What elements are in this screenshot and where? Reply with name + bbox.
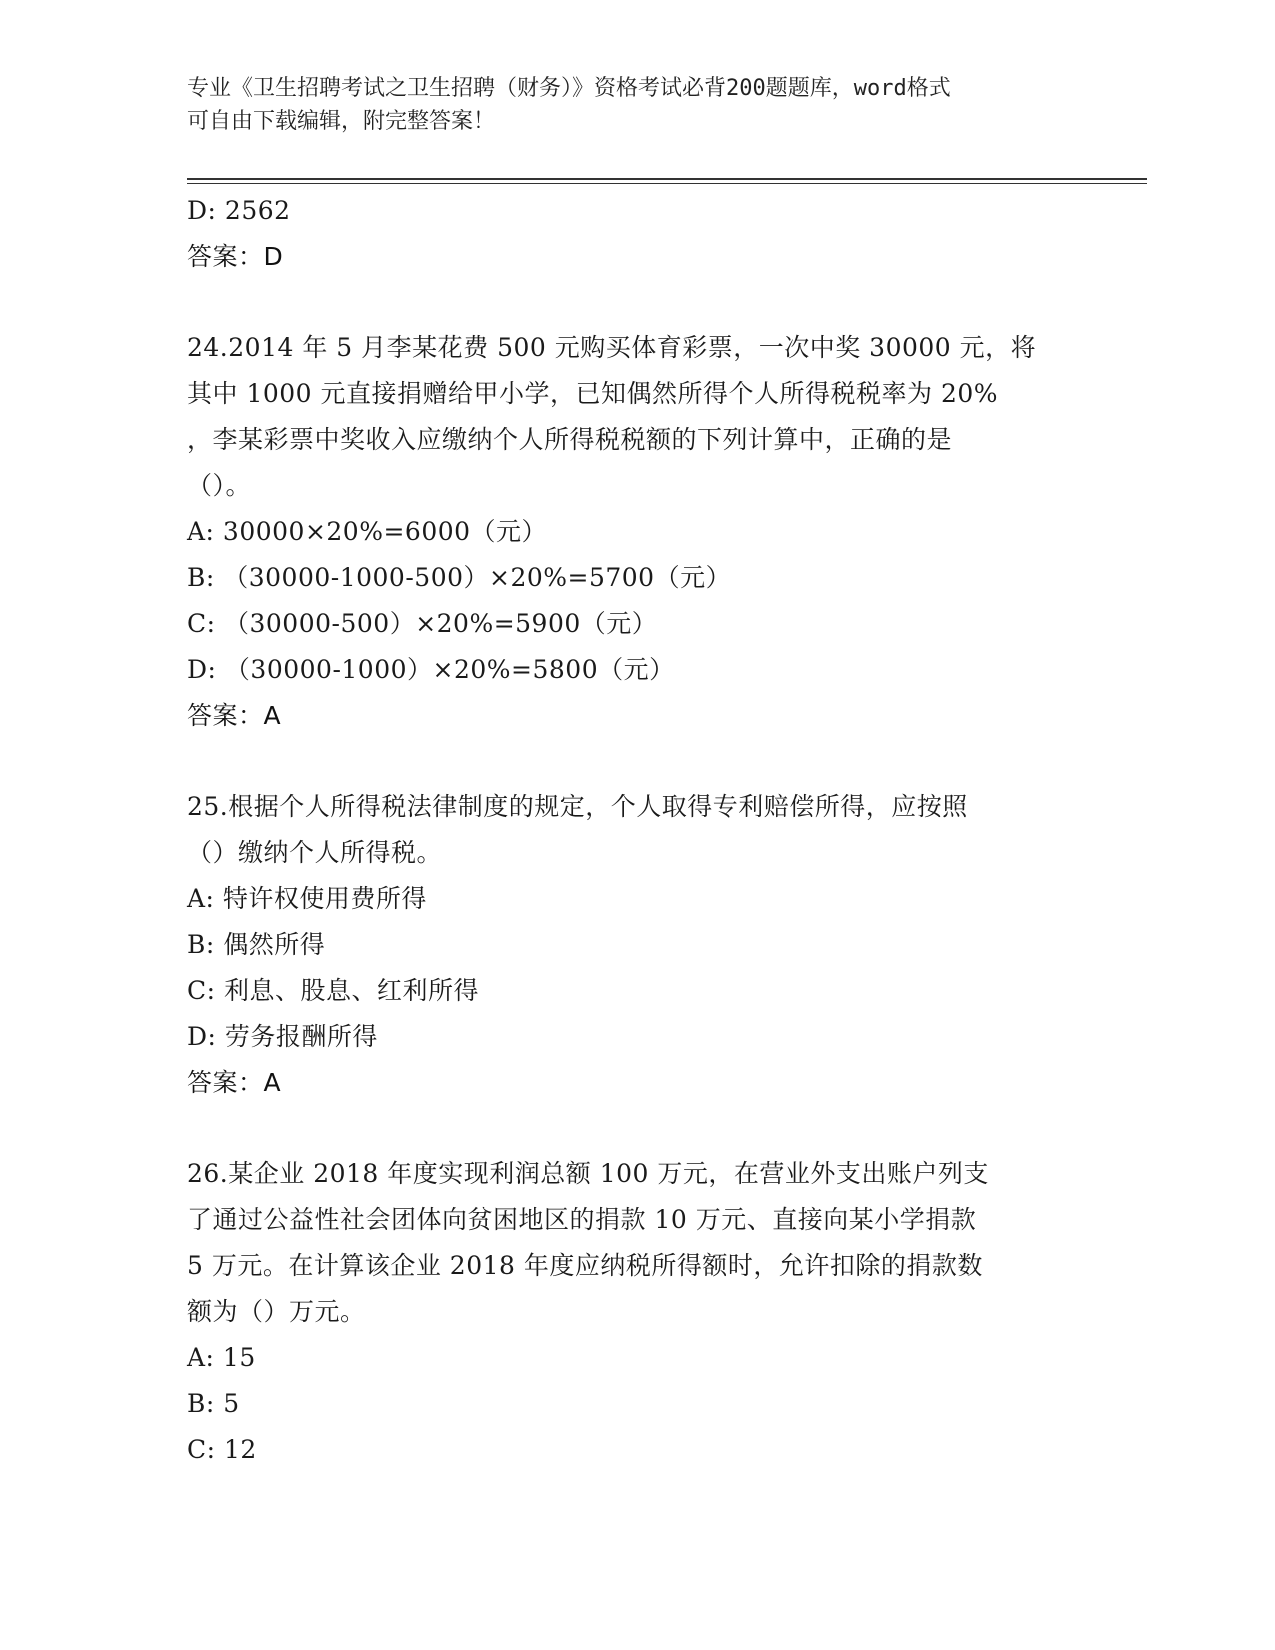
question-25-option-c: C: 利息、股息、红利所得 <box>187 976 479 1005</box>
question-25 <box>187 784 1087 1106</box>
question-24-text-line: （）。 <box>187 471 252 500</box>
question-25-option-d: D: 劳务报酬所得 <box>187 1022 378 1051</box>
header-title-line-2: 可自由下载编辑，附完整答案！ <box>187 109 496 134</box>
question-25-option-b: B: 偶然所得 <box>187 930 326 959</box>
spacer <box>187 739 1087 784</box>
question-24-text-line: ，李某彩票中奖收入应缴纳个人所得税税额的下列计算中，正确的是 <box>187 425 953 454</box>
question-26 <box>187 1151 1087 1473</box>
document-body <box>187 188 1087 1473</box>
question-25-text-line: （）缴纳个人所得税。 <box>187 838 443 867</box>
question-24-option-b: B: （30000-1000-500）×20%=5700（元） <box>187 563 732 592</box>
question-24-option-a: A: 30000×20%=6000（元） <box>187 517 548 546</box>
prev-option-d: D: 2562 <box>187 196 291 225</box>
question-24-text-line: 24.2014 年 5 月李某花费 500 元购买体育彩票，一次中奖 30000 元，将 <box>187 333 1037 362</box>
question-24-answer: 答案：A <box>187 701 282 730</box>
question-26-text-line: 额为（）万元。 <box>187 1297 366 1326</box>
header-divider-thick <box>187 178 1147 180</box>
spacer <box>187 1106 1087 1151</box>
header-divider-thin <box>187 183 1147 184</box>
question-24-text-line: 其中 1000 元直接捐赠给甲小学，已知偶然所得个人所得税税率为 20% <box>187 379 999 408</box>
question-26-option-c: C: 12 <box>187 1435 257 1464</box>
question-26-text-line: 了通过公益性社会团体向贫困地区的捐款 10 万元、直接向某小学捐款 <box>187 1205 977 1234</box>
question-25-option-a: A: 特许权使用费所得 <box>187 884 427 913</box>
question-24-option-c: C: （30000-500）×20%=5900（元） <box>187 609 658 638</box>
header-title-line-1: 专业《卫生招聘考试之卫生招聘（财务）》资格考试必背200题题库，word格式 <box>187 76 951 101</box>
question-25-answer: 答案：A <box>187 1068 282 1097</box>
question-25-text-line: 25.根据个人所得税法律制度的规定，个人取得专利赔偿所得，应按照 <box>187 792 968 821</box>
question-24 <box>187 325 1087 739</box>
question-26-text-line: 26.某企业 2018 年度实现利润总额 100 万元，在营业外支出账户列支 <box>187 1159 989 1188</box>
question-26-option-b: B: 5 <box>187 1389 240 1418</box>
question-24-option-d: D: （30000-1000）×20%=5800（元） <box>187 655 675 684</box>
question-26-text-line: 5 万元。在计算该企业 2018 年度应纳税所得额时，允许扣除的捐款数 <box>187 1251 983 1280</box>
question-26-option-a: A: 15 <box>187 1343 256 1372</box>
document-header <box>187 72 1087 138</box>
prev-answer: 答案：D <box>187 242 284 271</box>
spacer <box>187 280 1087 325</box>
